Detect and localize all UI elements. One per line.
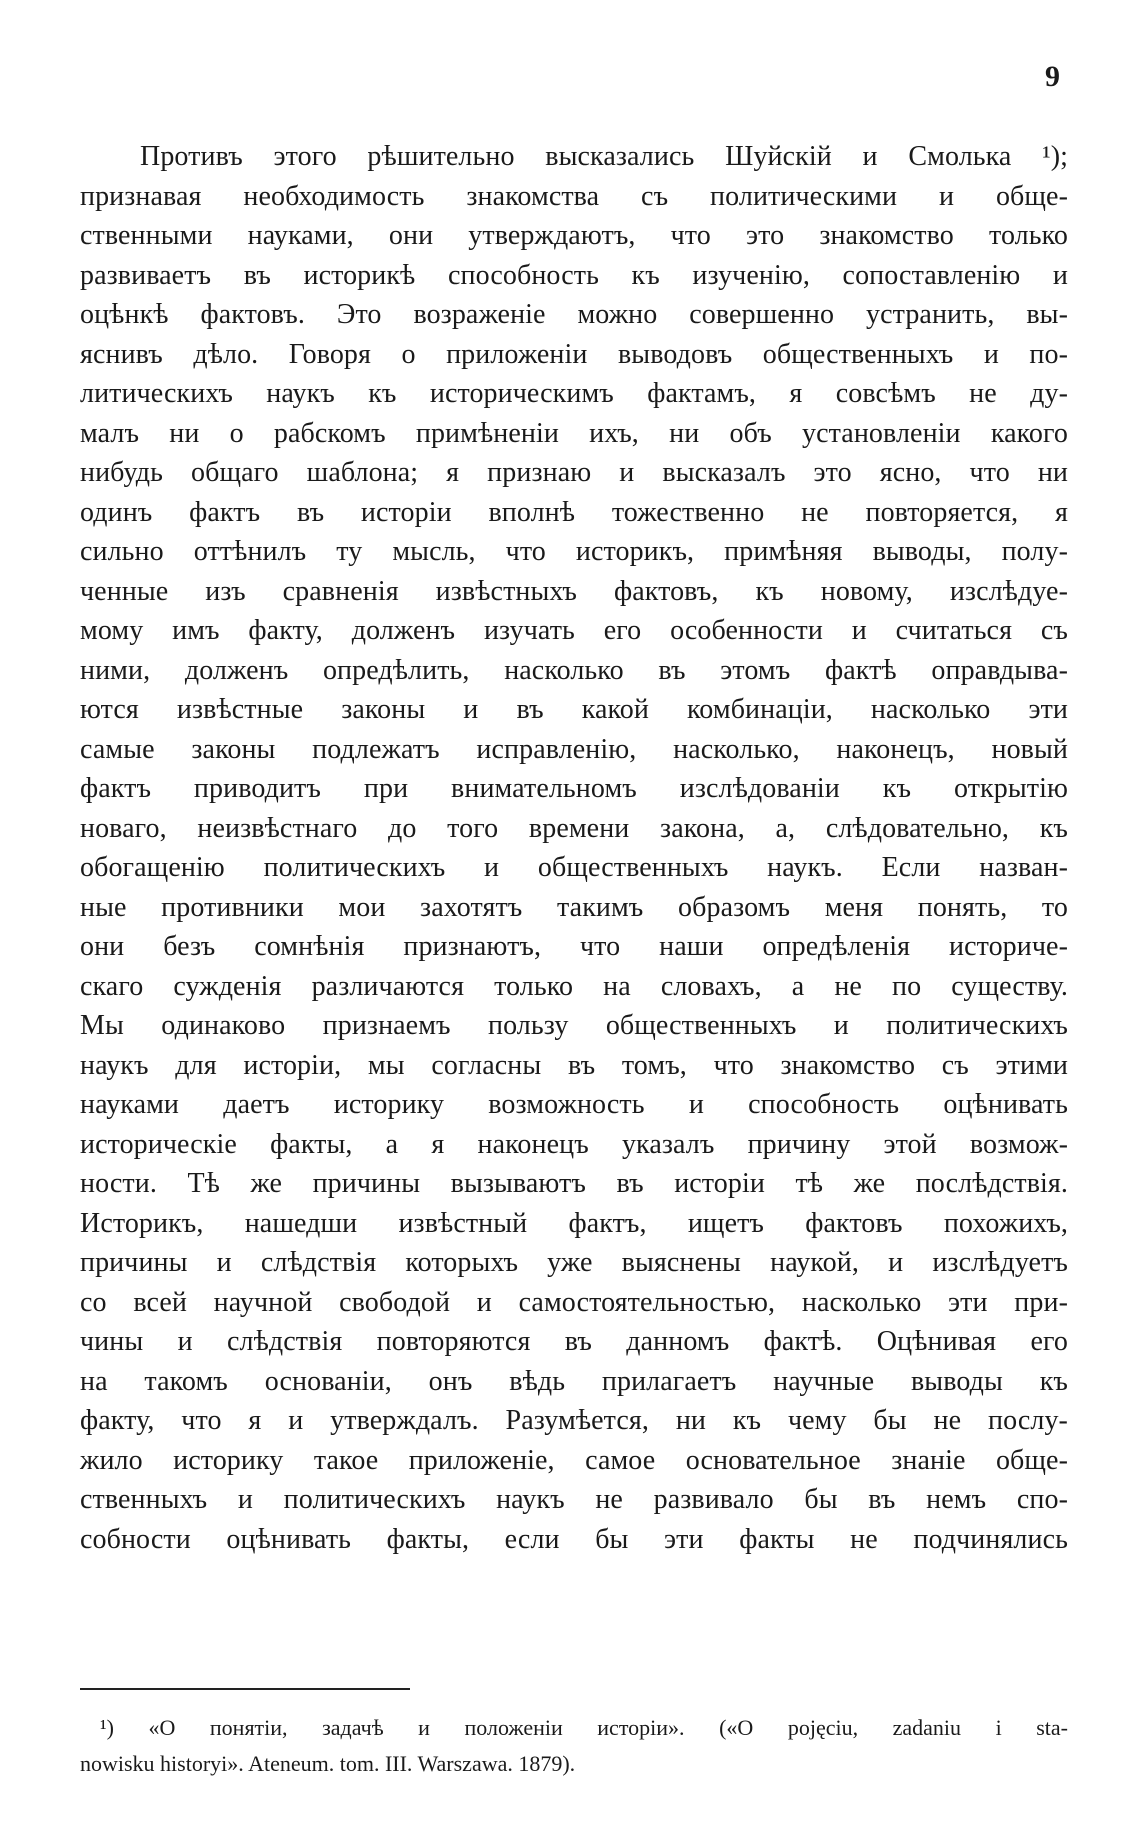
text-line: факту, что я и утверждалъ. Разумѣется, ни къ чему бы не послу-	[80, 1405, 1068, 1436]
footnotes	[80, 1710, 1068, 1782]
text-line: ченные изъ сравненія извѣстныхъ фактовъ, къ новому, изслѣдуе-	[80, 575, 1068, 607]
text-line: Историкъ, нашедши извѣстный фактъ, ищетъ фактовъ похожихъ,	[80, 1207, 1068, 1239]
text-line: науками даетъ историку возможность и способность оцѣнивать	[80, 1089, 1068, 1120]
text-line: причины и слѣдствія которыхъ уже выяснены наукой, и изслѣдуетъ	[80, 1247, 1068, 1278]
footnote-line: nowisku historyi». Ateneum. tom. III. Warszawa. 1879).	[80, 1751, 576, 1776]
text-line: мому имъ факту, долженъ изучать его особенности и считаться съ	[80, 615, 1068, 646]
footnote-divider	[80, 1688, 410, 1690]
text-line: ются извѣстные законы и въ какой комбинаціи, насколько эти	[80, 694, 1068, 725]
text-line: чины и слѣдствія повторяются въ данномъ фактѣ. Оцѣнивая его	[80, 1326, 1068, 1357]
text-line: скаго сужденія различаются только на словахъ, а не по существу.	[80, 970, 1068, 1002]
text-line: ственными науками, они утверждаютъ, что это знакомство только	[80, 220, 1068, 251]
text-line: ними, долженъ опредѣлить, насколько въ этомъ фактѣ оправдыва-	[80, 654, 1068, 686]
text-line: малъ ни о рабскомъ примѣненіи ихъ, ни объ установленіи какого	[80, 417, 1068, 449]
footnote-line: ¹) «О понятіи, задачѣ и положеніи исторіи». («O pojęciu, zadaniu i sta-	[100, 1715, 1068, 1740]
text-line: они безъ сомнѣнія признаютъ, что наши опредѣленія историче-	[80, 931, 1068, 962]
main-text	[80, 137, 1068, 1559]
text-line: историческіе факты, а я наконецъ указалъ причину этой возмож-	[80, 1128, 1068, 1160]
text-line: ные противники мои захотятъ такимъ образомъ меня понять, то	[80, 891, 1068, 923]
text-line: признавая необходимость знакомства съ политическими и обще-	[80, 180, 1068, 212]
text-line: новаго, неизвѣстнаго до того времени закона, а, слѣдовательно, къ	[80, 812, 1068, 844]
text-line: на такомъ основаніи, онъ вѣдь прилагаетъ научные выводы къ	[80, 1365, 1068, 1397]
text-line: ности. Тѣ же причины вызываютъ въ исторіи тѣ же послѣдствія.	[80, 1168, 1068, 1199]
text-line: яснивъ дѣло. Говоря о приложеніи выводовъ общественныхъ и по-	[80, 338, 1068, 370]
text-line: наукъ для исторіи, мы согласны въ томъ, что знакомство съ этими	[80, 1049, 1068, 1081]
text-line: самые законы подлежатъ исправленію, насколько, наконецъ, новый	[80, 733, 1068, 765]
text-line: обогащенію политическихъ и общественныхъ наукъ. Если назван-	[80, 852, 1068, 883]
text-line: жило историку такое приложеніе, самое основательное знаніе обще-	[80, 1444, 1068, 1476]
text-line: ственныхъ и политическихъ наукъ не развивало бы въ немъ спо-	[80, 1484, 1068, 1515]
page-number: 9	[1045, 60, 1060, 93]
text-line: сильно оттѣнилъ ту мысль, что историкъ, примѣняя выводы, полу-	[80, 536, 1068, 567]
text-line: со всей научной свободой и самостоятельностью, насколько эти при-	[80, 1286, 1068, 1318]
text-line: развиваетъ въ историкѣ способность къ изученію, сопоставленію и	[80, 259, 1068, 291]
text-line: фактъ приводитъ при внимательномъ изслѣдованіи къ открытію	[80, 773, 1068, 804]
text-line: литическихъ наукъ къ историческимъ фактамъ, я совсѣмъ не ду-	[80, 378, 1068, 409]
text-line: Мы одинаково признаемъ пользу общественныхъ и политическихъ	[80, 1010, 1068, 1041]
text-line: нибудь общаго шаблона; я признаю и высказалъ это ясно, что ни	[80, 457, 1068, 488]
text-line: собности оцѣнивать факты, если бы эти факты не подчинялись	[80, 1523, 1068, 1555]
text-line: Противъ этого рѣшительно высказались Шуйскій и Смолька ¹);	[140, 141, 1068, 172]
text-line: оцѣнкѣ фактовъ. Это возраженіе можно совершенно устранить, вы-	[80, 299, 1068, 330]
text-line: одинъ фактъ въ исторіи вполнѣ тожественно не повторяется, я	[80, 496, 1068, 528]
